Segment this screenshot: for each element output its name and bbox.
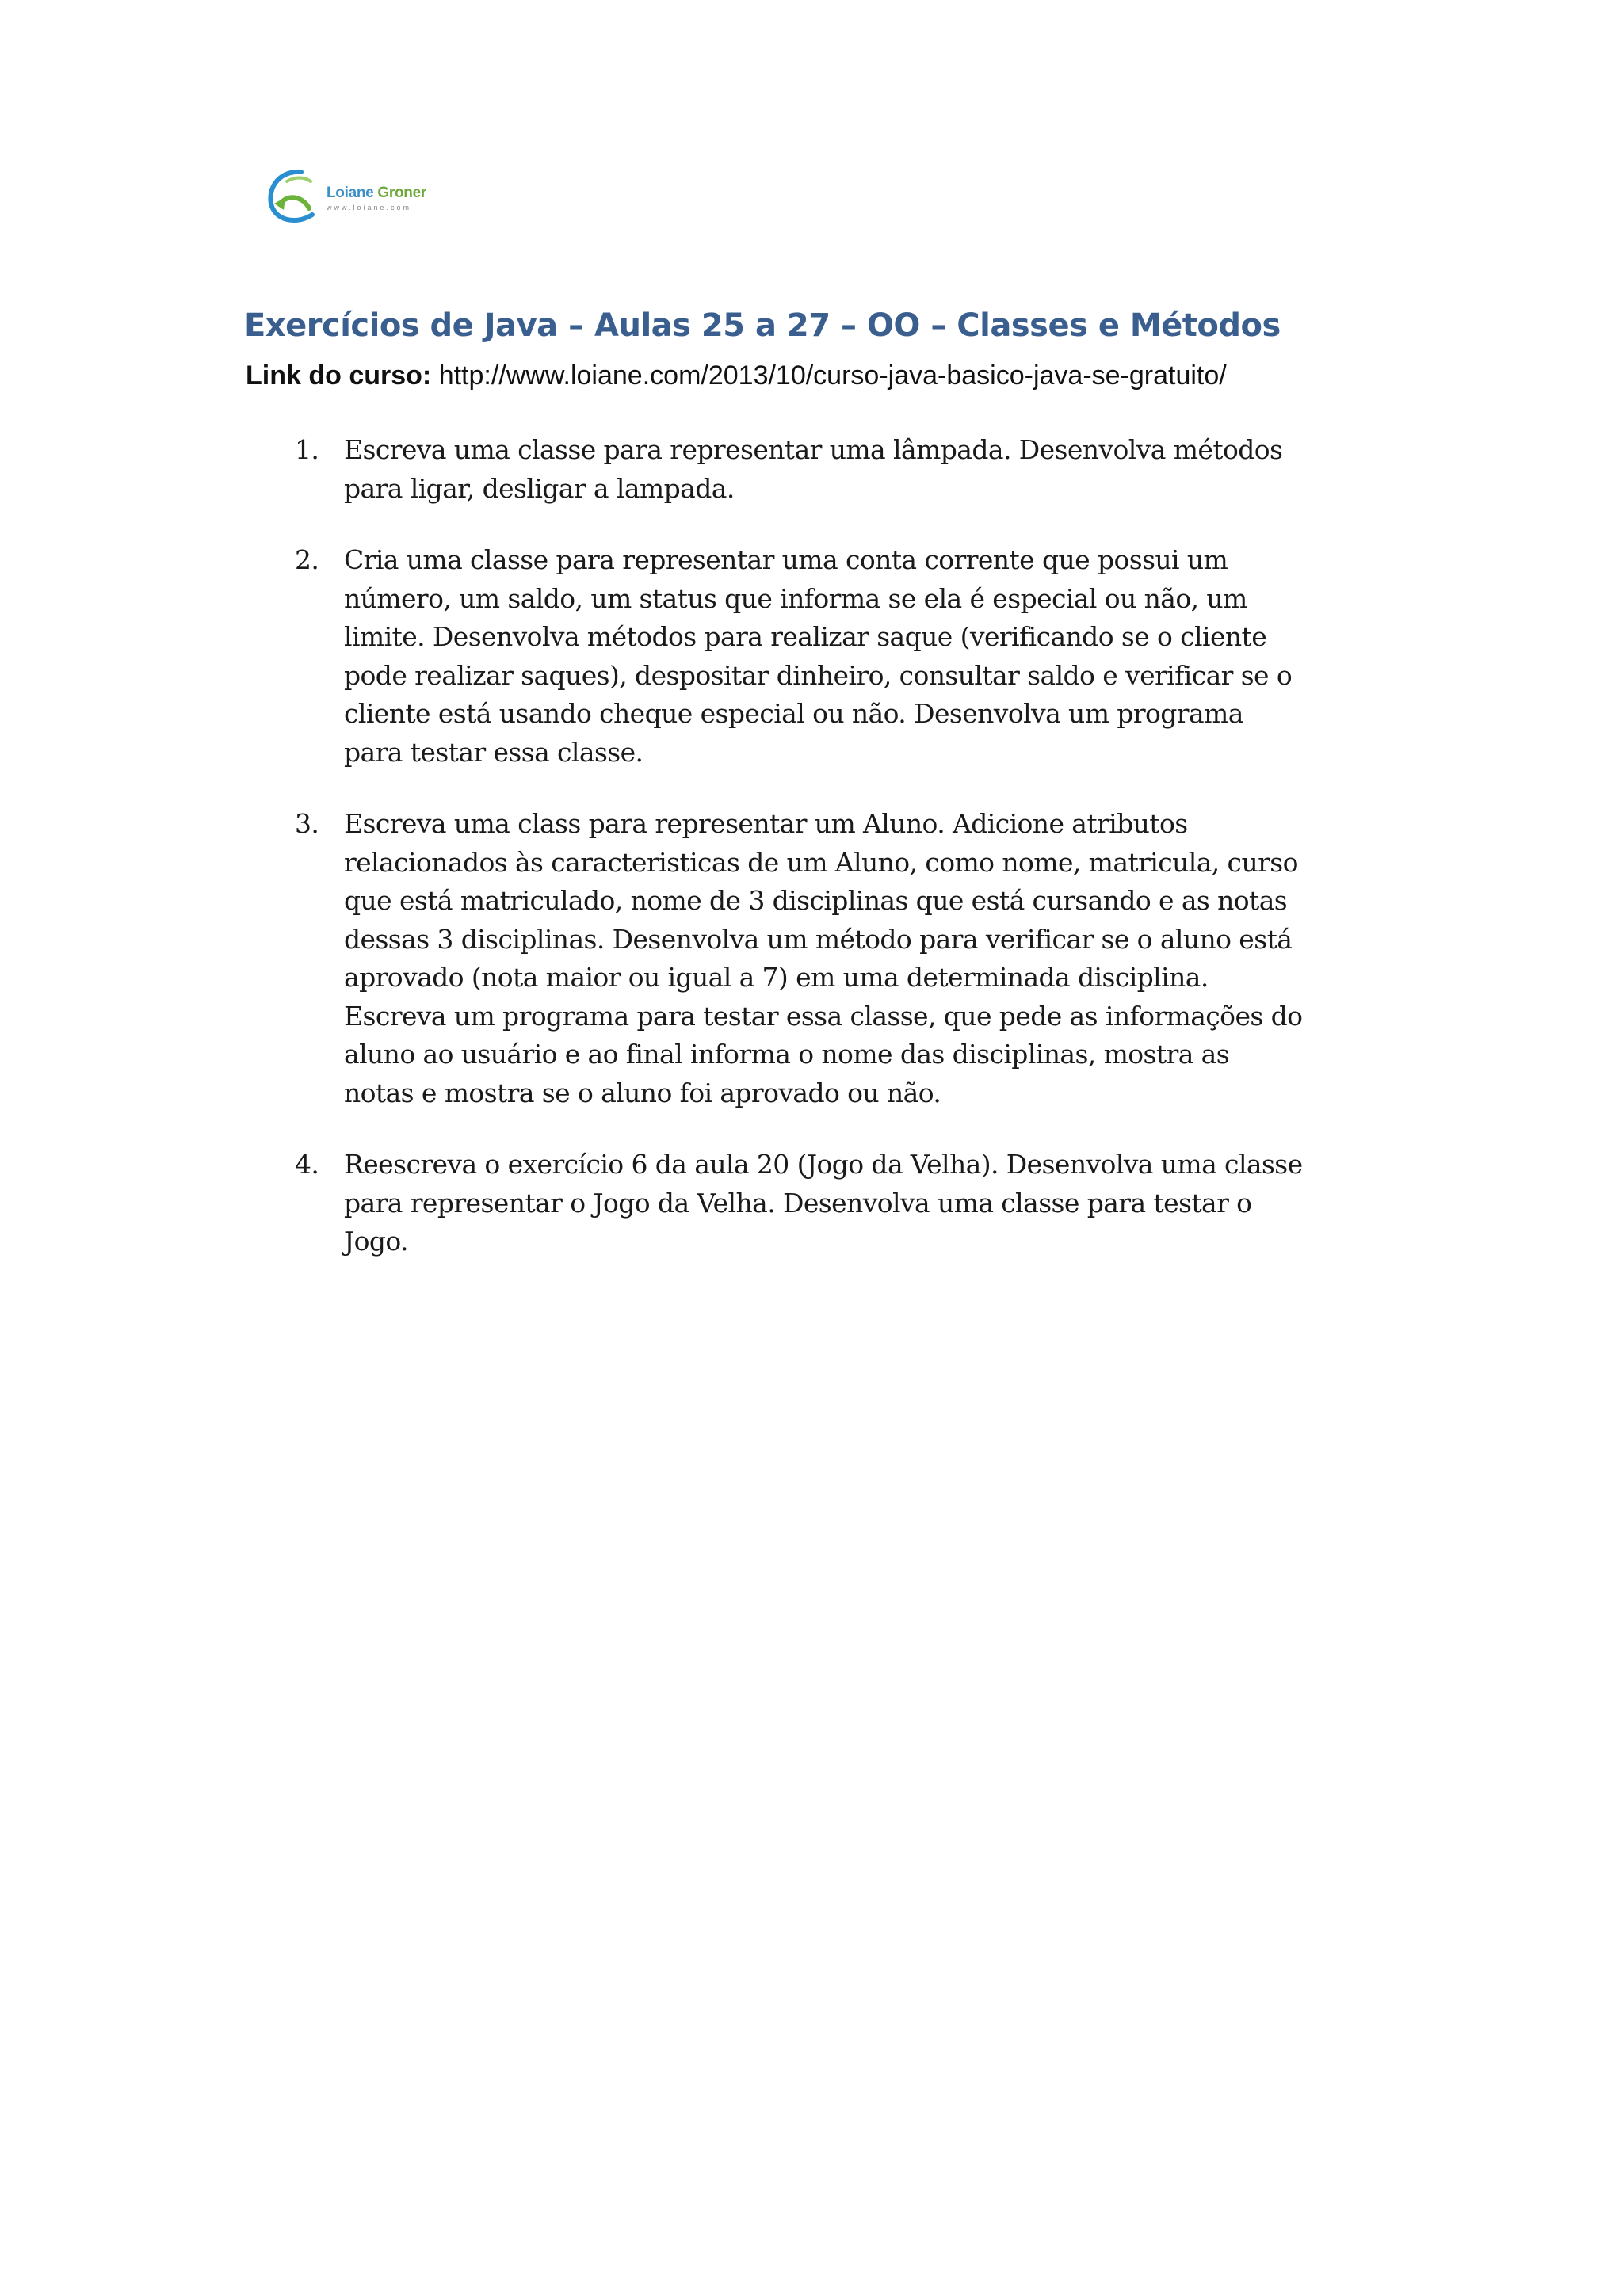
exercise-line: Reescreva o exercício 6 da aula 20 (Jogo da Velha). Desenvolva uma classe bbox=[344, 1149, 1303, 1180]
logo-name-first: Loiane bbox=[327, 185, 374, 201]
exercise-line: Jogo. bbox=[344, 1226, 408, 1257]
exercise-line: Cria uma classe para representar uma conta corrente que possui um bbox=[344, 544, 1228, 575]
course-link-line bbox=[246, 360, 1227, 391]
exercise-line: Escreva uma classe para representar uma lâmpada. Desenvolva métodos bbox=[344, 434, 1283, 465]
exercise-number: 4. bbox=[295, 1149, 319, 1180]
logo-site: www.loiane.com bbox=[327, 204, 412, 212]
exercise-number: 2. bbox=[295, 544, 319, 575]
course-link-url[interactable]: http://www.loiane.com/2013/10/curso-java-basico-java-se-gratuito/ bbox=[438, 360, 1227, 391]
exercise-line: Escreva uma class para representar um Aluno. Adicione atributos bbox=[344, 808, 1188, 839]
exercise-item-3 bbox=[295, 805, 1388, 1112]
exercise-line: pode realizar saques), despositar dinheiro, consultar saldo e verificar se o bbox=[344, 659, 1293, 691]
exercise-line: notas e mostra se o aluno foi aprovado ou não. bbox=[344, 1077, 941, 1108]
exercise-line: aprovado (nota maior ou igual a 7) em uma determinada disciplina. bbox=[344, 962, 1209, 993]
exercise-line: relacionados às caracteristicas de um Aluno, como nome, matricula, curso bbox=[344, 846, 1298, 878]
exercise-line: cliente está usando cheque especial ou não. Desenvolva um programa bbox=[344, 698, 1243, 729]
exercise-line: para testar essa classe. bbox=[344, 736, 643, 768]
logo-name-second: Groner bbox=[377, 185, 426, 201]
document-title: Exercícios de Java – Aulas 25 a 27 – OO – Classes e Métodos bbox=[244, 307, 1281, 344]
logo-swirl-icon bbox=[263, 162, 327, 234]
exercise-line: número, um saldo, um status que informa se ela é especial ou não, um bbox=[344, 582, 1247, 614]
exercise-line: para ligar, desligar a lampada. bbox=[344, 472, 735, 504]
course-link-label: Link do curso: bbox=[246, 360, 432, 391]
exercise-line: limite. Desenvolva métodos para realizar saque (verificando se o cliente bbox=[344, 621, 1267, 652]
logo-wordmark bbox=[327, 185, 426, 202]
exercise-line: dessas 3 disciplinas. Desenvolva um método para verificar se o aluno está bbox=[344, 923, 1293, 955]
exercise-list bbox=[295, 431, 1388, 1295]
exercise-number: 3. bbox=[295, 808, 319, 839]
loiane-groner-logo bbox=[263, 162, 453, 234]
exercise-item-4 bbox=[295, 1146, 1388, 1261]
exercise-number: 1. bbox=[295, 434, 319, 465]
exercise-item-2 bbox=[295, 541, 1388, 772]
exercise-line: Escreva um programa para testar essa classe, que pede as informações do bbox=[344, 1000, 1303, 1032]
exercise-item-1 bbox=[295, 431, 1388, 508]
exercise-line: aluno ao usuário e ao final informa o nome das disciplinas, mostra as bbox=[344, 1039, 1230, 1070]
exercise-line: que está matriculado, nome de 3 disciplinas que está cursando e as notas bbox=[344, 885, 1288, 916]
exercise-line: para representar o Jogo da Velha. Desenvolva uma classe para testar o bbox=[344, 1187, 1252, 1219]
